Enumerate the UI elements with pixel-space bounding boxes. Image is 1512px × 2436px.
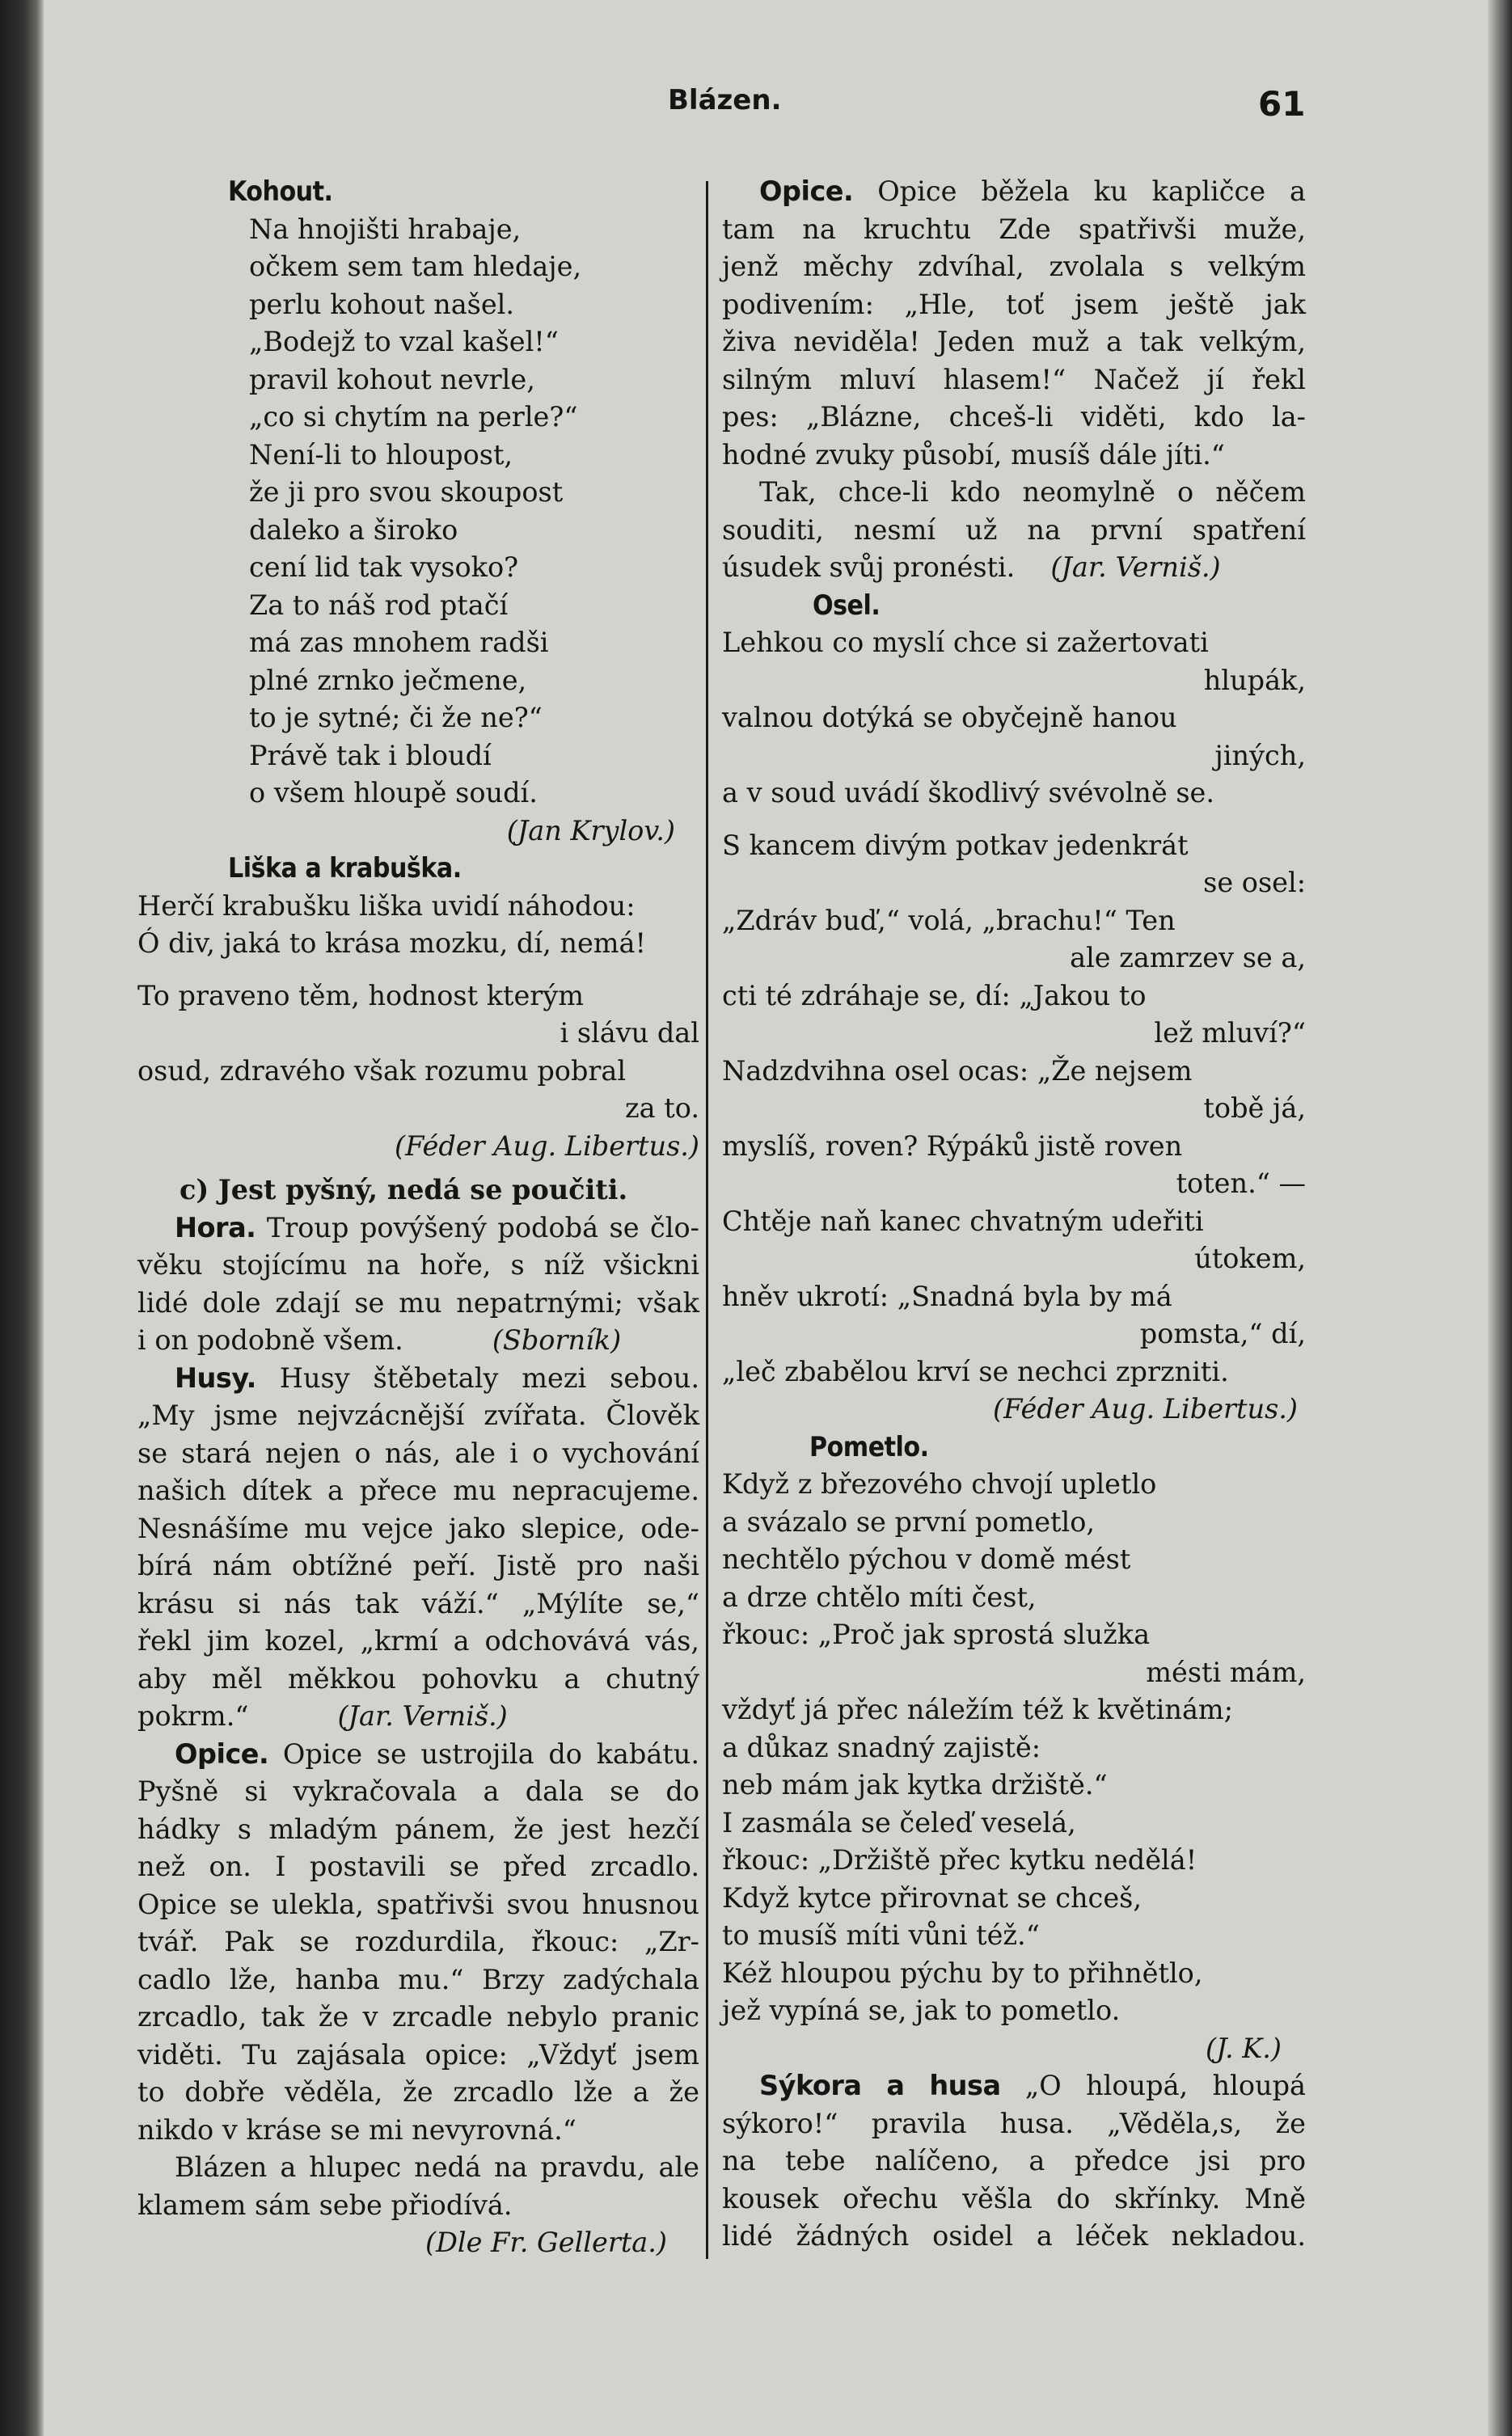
- poem-pometlo: [722, 1466, 1306, 2030]
- paragraph-line: Tak, chce-li kdo neomylně o něčem: [759, 476, 1306, 508]
- poem-liska-stanza: [137, 977, 699, 1128]
- poem-line: hněv ukrotí: „Snadná byla by má: [722, 1280, 1172, 1312]
- paragraph-opice2-line: [722, 173, 1306, 211]
- poem-line: nechtělo pýchou v domě mést: [722, 1543, 1131, 1575]
- running-header: Blázen.: [668, 84, 782, 116]
- poem-line: Lehkou co myslí chce si zažertovati: [722, 627, 1209, 658]
- paragraph-line: zrcadlo, tak že v zrcadle nebylo pranic: [137, 2001, 699, 2033]
- paragraph-line: podivením: „Hle, toť jsem ještě jak: [722, 288, 1306, 320]
- poem-line: tobě já,: [1203, 1092, 1306, 1124]
- paragraph-line: lidé dole zdají se mu nepatrnými; však: [137, 1286, 699, 1319]
- paragraph-opice2: [722, 211, 1306, 475]
- poem-line: řkouc: „Držiště přec kytku nedělá!: [722, 1844, 1197, 1876]
- column-divider: [706, 181, 708, 2259]
- paragraph-line: jenž měchy zdvíhal, zvolala s velkým: [722, 251, 1306, 282]
- source-hora: (Sborník): [492, 1324, 622, 1356]
- poem-line: toten.“ —: [1176, 1167, 1306, 1199]
- poem-line: útokem,: [1194, 1243, 1306, 1274]
- poem-line: osud, zdravého však rozumu pobral: [137, 1054, 627, 1087]
- source-opice2: (Jar. Verniš.): [1050, 551, 1221, 583]
- paragraph-line: pes: „Blázne, chceš-li viděti, kdo la-: [722, 401, 1306, 433]
- page-edge-shadow: [1488, 0, 1512, 2436]
- poem-kohout: [137, 211, 699, 813]
- poem-line: řkouc: „Proč jak sprostá služka: [722, 1619, 1151, 1650]
- paragraph-line: hádky s mladým pánem, že jest hezčí: [137, 1813, 699, 1845]
- section-heading-hora: Hora.: [175, 1211, 256, 1243]
- paragraph-line: Nesnášíme mu vejce jako slepice, ode-: [137, 1512, 699, 1544]
- poem-line: To praveno těm, hodnost kterým: [137, 979, 585, 1011]
- poem-line: a drze chtělo míti čest,: [722, 1581, 1037, 1613]
- poem-line: Za to náš rod ptačí: [249, 589, 509, 621]
- husy-first-line: Husy štěbetaly mezi sebou.: [279, 1362, 699, 1394]
- poem-line: valnou dotýká se obyčejně hanou: [722, 702, 1177, 733]
- paragraph-line: tvář. Pak se rozdurdila, řkouc: „Zr-: [137, 1926, 699, 1957]
- paragraph-line: Pyšně si vykračovala a dala se do: [137, 1775, 699, 1807]
- opice2-first-line: Opice běžela ku kapličce a: [877, 175, 1306, 207]
- poem-line: vždyť já přec náležím též k květinám;: [722, 1694, 1233, 1725]
- poem-line: hlupák,: [1203, 664, 1306, 696]
- source-osel: (Féder Aug. Libertus.): [993, 1393, 1298, 1425]
- poem-line: myslíš, roven? Rýpáků jistě roven: [722, 1129, 1183, 1162]
- poem-line: za to.: [625, 1092, 699, 1124]
- poem-line: jež vypíná se, jak to pometlo.: [722, 1995, 1121, 2026]
- poem-osel-stanza2: [722, 827, 1306, 1391]
- poem-line: Není-li to hloupost,: [249, 438, 513, 471]
- paragraph-opice: [137, 1773, 699, 2149]
- poem-line: daleko a široko: [249, 513, 458, 546]
- paragraph-opice-line: [137, 1736, 699, 1774]
- poem-line: o všem hloupě soudí.: [249, 777, 538, 808]
- poem-line: plné zrnko ječmene,: [249, 664, 527, 696]
- paragraph-line: i on podobně všem. (Sborník): [137, 1324, 622, 1356]
- poem-line: lež mluví?“: [1154, 1017, 1306, 1049]
- poem-line: a v soud uvádí škodlivý svévolně se.: [722, 777, 1215, 808]
- source-liska: (Féder Aug. Libertus.): [395, 1129, 699, 1162]
- poem-line: Když z březového chvojí upletlo: [722, 1468, 1157, 1500]
- poem-line: pravil kohout nevrle,: [249, 363, 535, 395]
- poem-line: I zasmála se čeleď veselá,: [722, 1806, 1076, 1839]
- paragraph-line: aby měl měkkou pohovku a chutný: [137, 1662, 699, 1695]
- paragraph-line: viděti. Tu zajásala opice: „Vždyť jsem: [137, 2038, 699, 2071]
- poem-line: S kancem divým potkav jedenkrát: [722, 829, 1189, 861]
- poem-line: a důkaz snadný zajistě:: [722, 1731, 1041, 1763]
- paragraph-line: lidé žádných osidel a léček nekladou.: [722, 2220, 1306, 2252]
- poem-line: neb mám jak kytka držiště.“: [722, 1769, 1108, 1801]
- paragraph-line: na tebe nalíčeno, a předce jsi pro: [722, 2145, 1306, 2176]
- page-number: 61: [1258, 84, 1306, 124]
- poem-line: Kéž hloupou pýchu by to přihnětlo,: [722, 1957, 1203, 1989]
- paragraph-line: řekl jim kozel, „krmí a odchovává vás,: [137, 1625, 699, 1657]
- paragraph-line: věku stojícímu na hoře, s níž všickni: [137, 1249, 699, 1281]
- paragraph-line: hodné zvuky působí, musíš dále jíti.“: [722, 438, 1225, 471]
- section-heading-liska: Liška a krabuška.: [228, 852, 462, 884]
- page-binding-shadow: [0, 0, 44, 2436]
- poem-line: Herčí krabušku liška uvidí náhodou:: [137, 889, 636, 922]
- paragraph-husy: [137, 1397, 699, 1736]
- sykora-first-line: „O hloupá, hloupá: [1024, 2070, 1306, 2101]
- paragraph-line: to dobře věděla, že zrcadlo lže a že: [137, 2076, 699, 2108]
- poem-line: Nadzdvihna osel ocas: „Že nejsem: [722, 1054, 1193, 1087]
- section-heading-c: c) Jest pyšný, nedá se poučiti.: [179, 1174, 628, 1205]
- paragraph-line: „My jsme nejvzácnější zvířata. Člověk: [137, 1400, 699, 1431]
- source-moral: (Dle Fr. Gellerta.): [425, 2227, 667, 2258]
- poem-line: očkem sem tam hledaje,: [249, 251, 582, 282]
- section-heading-opice2: Opice.: [759, 175, 854, 207]
- paragraph-line: bírá nám obtížné peří. Jistě pro naši: [137, 1550, 699, 1581]
- poem-liska: [137, 888, 699, 963]
- poem-line: „Zdráv buď,“ volá, „brachu!“ Ten: [722, 904, 1176, 936]
- paragraph-sykora: [722, 2105, 1306, 2256]
- poem-line: cení lid tak vysoko?: [249, 551, 519, 583]
- poem-line: Chtěje naň kanec chvatným udeřiti: [722, 1205, 1204, 1237]
- paragraph-line: se stará nejen o nás, ale i o vychování: [137, 1437, 699, 1469]
- poem-line: to musíš míti vůni též.“: [722, 1919, 1040, 1951]
- poem-osel-stanza1: [722, 624, 1306, 813]
- poem-line: a svázalo se první pometlo,: [722, 1505, 1096, 1538]
- paragraph-line: kousek ořechu věšla do skřínky. Mně: [722, 2182, 1306, 2214]
- paragraph-line: souditi, nesmí už na první spatření: [722, 513, 1306, 546]
- right-column: [722, 173, 1306, 2256]
- paragraph-line: krásu si nás tak váží.“ „Mýlíte se,“: [137, 1587, 699, 1619]
- left-column: [137, 173, 699, 2262]
- poem-line: mésti mám,: [1146, 1656, 1306, 1688]
- paragraph-line: silným mluví hlasem!“ Načež jí řekl: [722, 363, 1306, 395]
- paragraph-opice2-moral: [722, 474, 1306, 587]
- paragraph-moral: [137, 2149, 699, 2224]
- source-pometlo: (J. K.): [1206, 2032, 1282, 2064]
- section-heading-pometlo: Pometlo.: [809, 1430, 929, 1463]
- poem-line: Právě tak i bloudí: [249, 739, 492, 771]
- paragraph-line: Opice se ulekla, spatřivši svou hnusnou: [137, 1888, 699, 1920]
- poem-line: se osel:: [1203, 867, 1306, 898]
- paragraph-line: úsudek svůj pronésti. (Jar. Verniš.): [722, 551, 1221, 583]
- poem-line: „Bodejž to vzal kašel!“: [249, 326, 559, 357]
- poem-line: Na hnojišti hrabaje,: [249, 213, 522, 245]
- poem-line: pomsta,“ dí,: [1139, 1318, 1306, 1349]
- poem-line: to je sytné; či že ne?“: [249, 702, 543, 733]
- paragraph-hora: [137, 1247, 699, 1360]
- hora-first-line: Troup povýšený podobá se člo-: [266, 1211, 700, 1243]
- poem-line: ale zamrzev se a,: [1070, 942, 1306, 973]
- poem-line: že ji pro svou skoupost: [249, 476, 564, 508]
- poem-line: Ó div, jaká to krása mozku, dí, nemá!: [137, 927, 646, 959]
- paragraph-hora-line: [137, 1210, 699, 1248]
- paragraph-sykora-line: [722, 2067, 1306, 2105]
- source-husy: (Jar. Verniš.): [337, 1700, 508, 1732]
- section-heading-osel: Osel.: [813, 589, 881, 621]
- poem-line: Když kytce přirovnat se chceš,: [722, 1881, 1142, 1914]
- section-heading-husy: Husy.: [175, 1362, 256, 1394]
- poem-line: i slávu dal: [560, 1017, 699, 1049]
- section-heading-kohout: Kohout.: [228, 175, 333, 207]
- paragraph-line: tam na kruchtu Zde spatřivši muže,: [722, 213, 1306, 245]
- section-heading-sykora: Sýkora a husa: [759, 2070, 1001, 2101]
- section-heading-opice: Opice.: [175, 1737, 269, 1770]
- poem-line: jiných,: [1214, 739, 1306, 771]
- paragraph-line: než on. I postavili se před zrcadlo.: [137, 1851, 699, 1882]
- paragraph-line: pokrm.“ (Jar. Verniš.): [137, 1700, 508, 1732]
- opice-first-line: Opice se ustrojila do kabátu.: [282, 1737, 699, 1770]
- poem-line: perlu kohout našel.: [249, 288, 515, 320]
- paragraph-line: živa neviděla! Jeden muž a tak velkým,: [722, 326, 1306, 357]
- paragraph-line: našich dítek a přece mu nepracujeme.: [137, 1475, 699, 1506]
- source-kohout: (Jan Krylov.): [506, 814, 675, 846]
- paragraph-line: klamem sám sebe přiodívá.: [137, 2189, 513, 2221]
- poem-line: „leč zbabělou krví se nechci zprzniti.: [722, 1355, 1229, 1387]
- poem-line: cti té zdráhaje se, dí: „Jakou to: [722, 979, 1147, 1011]
- paragraph-line: Blázen a hlupec nedá na pravdu, ale: [175, 2151, 699, 2183]
- poem-line: „co si chytím na perle?“: [249, 401, 578, 433]
- paragraph-line: nikdo v kráse se mi nevyrovná.“: [137, 2113, 577, 2146]
- paragraph-husy-line: [137, 1360, 699, 1398]
- poem-line: má zas mnohem radši: [249, 627, 549, 658]
- paragraph-line: cadlo lže, hanba mu.“ Brzy zadýchala: [137, 1963, 699, 1995]
- paragraph-line: sýkoro!“ pravila husa. „Věděla‚s, že: [722, 2107, 1306, 2139]
